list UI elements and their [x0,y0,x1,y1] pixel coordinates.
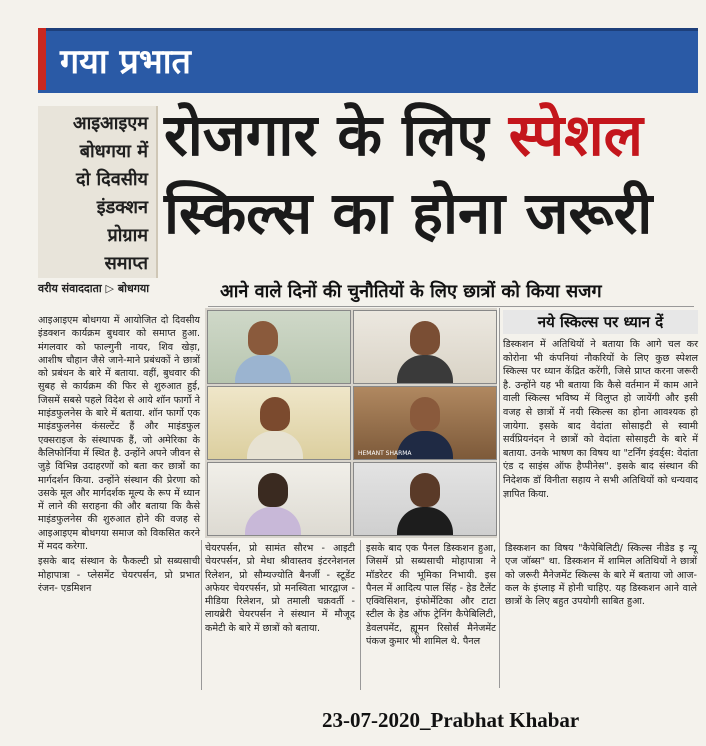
video-tile [353,386,497,460]
masthead-title: गया प्रभात [60,42,191,82]
headline-line-2: स्किल्स का होना जरूरी [164,179,653,247]
sidebar-line: समाप्त [104,253,148,274]
video-name-label: HEMANT SHARMA [358,450,412,457]
sidebar-line: प्रोग्राम [107,225,148,246]
video-tile [207,386,351,460]
byline: वरीय संवाददाता ▷ बोधगया [38,282,150,295]
headline-part: रोजगार के लिए [164,101,509,169]
article-column-2: चेयरपर्सन, प्रो सामंत सौरभ - आइटी चेयरपर्सन, प्रो मेधा श्रीवास्तव इंटरनेशनल रिलेशन, प्रो सौम्यज्योति बैनर्जी - स्टूडेंट अफेयर चेयरपर्सन, प्रो मनस्विता भारद्वाज - मीडिया रिलेशन, प्रो तमाली चक्रवर्ती - लायब्रेरी चेयरपर्सन ने संस्थान में मौजूद कमेटी के बारे में छात्रों को बताया. [205,543,355,634]
subheadline-text: आने वाले दिनों की चुनौतियों के लिए छात्रों को किया सजग [220,281,602,302]
sidebar-line: इंडक्शन [96,197,148,218]
video-conference-photo [205,308,497,538]
headline-line-1 [164,102,643,168]
column-divider [360,540,361,690]
video-tile [207,310,351,384]
video-tile [353,310,497,384]
sidebar-line: दो दिवसीय [76,169,148,190]
video-tile [207,462,351,536]
headline [164,102,700,272]
paragraph: आइआइएम बोधगया में आयोजित दो दिवसीय इंडक्शन कार्यक्रम बुधवार को समाप्त हुआ. मंगलवार को फाल्गुनी नायर, शिव खेड़ा, आशीष चौहान जैसे जाने-माने प्रबंधकों ने छात्रों को प्रबंधन के बारे में बताया. वहीं, बुधवार की सुबह से कार्यक्रम की फिर से शुरुआत हुई, जिसमें सबसे पहले विदेश से आये शॉन फार्गो ने माइंडफुलनेस के बारे में बताया. शॉन फार्गो एक माइंडफुलनेस कंसल्टेंट हैं और माइंडफुल एक्सराइज के संस्थापक हैं, जो अमेरिका के कैलिफोर्निया में स्थित है. उन्होंने अपने जीवन से जुड़े विभिन्न उदाहरणों को बता कर छात्रों का मार्गदर्शन किया. उन्होंने संस्थान की प्रेरणा को उसके मूल और मार्गदर्शक मूल्य के रूप में ध्यान में लाने की सराहना की और बताया कि कैसे माइंडफुलनेस की शुरुआत होने की वजह से आइआइएम बोधगया समाज को विकसित करने में मदद करेगा. [38,315,200,553]
sidebar-line: बोधगया में [79,141,148,162]
article-column-3: इसके बाद एक पैनल डिस्कशन हुआ, जिसमें प्रो सब्यसाची मोहापात्रा ने मॉडरेटर की भूमिका निभायी. इस पैनल में आदित्य पाल सिंह - हेड टैलेंट एक्विसिशन, इंफोर्मेटिका और टाटा स्टील के हेड ऑफ ट्रेनिंग कैपेबिलिटी, डेवलपमेंट, ह्यूमन रिसोर्स मैनेजमेंट पंकज कुमार भी शामिल थे. पैनल [366,543,496,648]
paragraph: इसके बाद संस्थान के फैकल्टी प्रो सब्यसाची मोहापात्रा - प्लेसमेंट चेयरपर्सन, प्रो प्रभात रंजन- एडमिशन [38,556,200,594]
subheadline [208,276,694,307]
article-column-1 [38,314,200,597]
sidebar-box-heading: नये स्किल्स पर ध्यान दें [503,310,698,334]
sidebar-kicker [38,106,158,278]
sidebar-box-text: डिस्कशन में अतिथियों ने बताया कि आगे चल कर कोरोना भी कंपनियां नौकरियों के लिए कुछ स्पेशल स्किल्स पर ध्यान केंद्रित करेंगी, जिसे प्राप्त करना जरूरी है. उन्होंने यह भी बताया कि कैसे वर्तमान में काम आने वाली स्किल्स भविष्य में विलुप्त हो जायेंगी और इसी वजह से छात्रों में नयी स्किल्स का होना आवश्यक हो जायेगा. इसके बाद वेदांता सोसाइटी से स्वामी सर्वप्रियनंदन ने छात्रों को वेदांता सोसाइटी के बारे में बताया. उनके भाषण का विषय था "टर्निंग इंवर्ड्स: वेदांता एंड द साइंस ऑफ हैप्पीनेस". इसके बाद संस्थान की निदेशक डॉ विनीता सहाय ने सभी अतिथियों को धन्यवाद ज्ञापित किया. [503,339,698,500]
column-divider [201,540,202,690]
column-divider [499,308,500,688]
masthead-accent [38,28,46,90]
article-column-4: डिस्कशन का विषय "कैपेबिलिटी/ स्किल्स नीडेड इ न्यू एज जॉब्स" था. डिस्कशन में शामिल अतिथियों ने छात्रों को जरूरी मैनेजमेंट स्किल्स के बारे में बताया जो आज-कल के इंप्लाइ में होनी चाहिए. यह डिस्कशन आने वाले छात्रों के लिए बहुत उपयोगी साबित हुआ. [505,543,697,608]
sidebar-line: आइआइएम [72,113,148,134]
source-caption: 23-07-2020_Prabhat Khabar [322,708,580,732]
headline-highlight: स्पेशल [508,101,644,169]
masthead-bar [38,28,698,93]
video-tile [353,462,497,536]
